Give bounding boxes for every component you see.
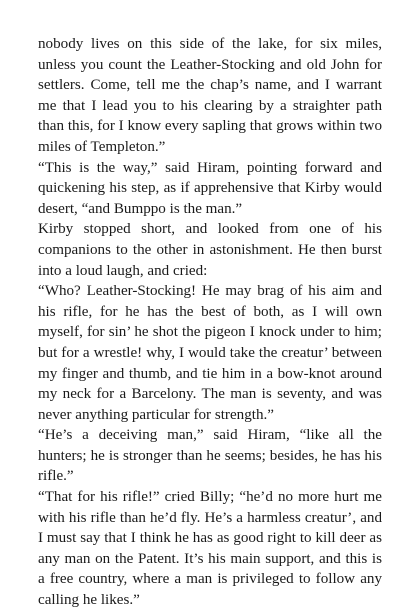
- paragraph-2: “This is the way,” said Hiram, pointing forward and quickening his step, as if apprehensive that Kirby would desert, “and Bumppo is the man.”: [38, 159, 382, 217]
- paragraph-1: nobody lives on this side of the lake, for six miles, unless you count the Leather-Stocking and old John for settlers. Come, tell me the chap’s name, and I warrant me that I lead you to his clearing by a straighter path than this, for I know every sapling that grows within two miles of Templeton.”: [38, 36, 382, 155]
- paragraph-6: “That for his rifle!” cried Billy; “he’d no more hurt me with his rifle than he’d fly. He’s a harmless creatur’, and I must say that I think he has as good right to kill deer as any man on the Patent. It’s his main support, and this is a free country, where a man is privileged to follow any calling he likes.”: [38, 489, 382, 609]
- page-text: [38, 34, 382, 611]
- paragraph-3: Kirby stopped short, and looked from one of his companions to the other in astonishment. He then burst into a loud laugh, and cried:: [38, 221, 382, 279]
- paragraph-5: “He’s a deceiving man,” said Hiram, “like all the hunters; he is stronger than he seems; besides, he has his rifle.”: [38, 427, 382, 485]
- paragraph-4: “Who? Leather-Stocking! He may brag of his aim and his rifle, for he has the best of both, as I will own myself, for sin’ he shot the pigeon I knock under to him; but for a wrestle! why, I would take the creatur’ between my finger and thumb, and tie him in a bow-knot around my neck for a Barcelony. The man is seventy, and was never anything particular for strength.”: [38, 283, 382, 423]
